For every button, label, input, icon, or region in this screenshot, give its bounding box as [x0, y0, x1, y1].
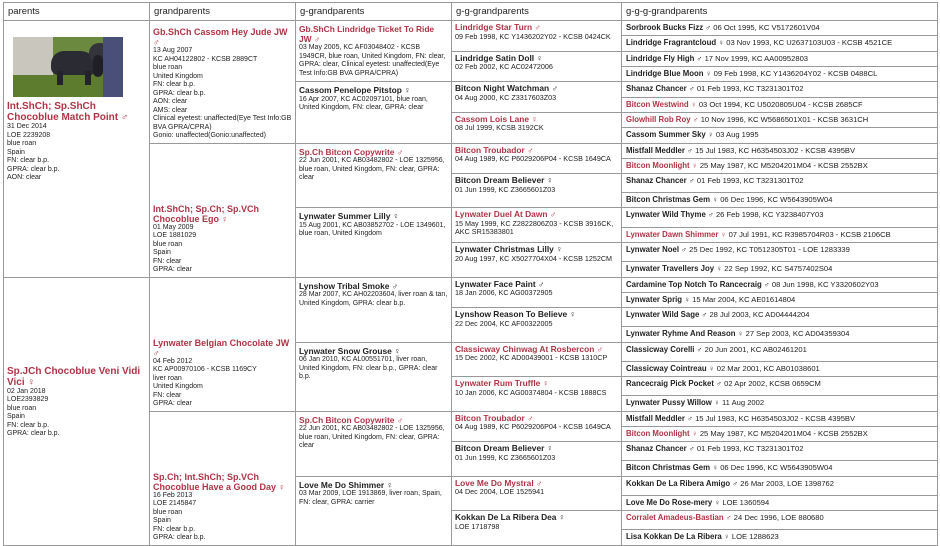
dog-details: 22 Dec 2004, KC AF00322005: [455, 318, 553, 328]
g-g-grandparent-cell: [452, 243, 622, 277]
dog-details: LOE 1718798: [455, 521, 500, 531]
g-g-g-grandparent-name[interactable]: Lynwater Dawn Shimmer ♀: [626, 229, 727, 239]
dog-details: 15 May 1999, KC Z2822806Z03 - KCSB 3916CK, AKC SR15383801: [455, 218, 614, 237]
g-g-g-grandparent-name[interactable]: Bitcon Moonlight ♀: [626, 160, 698, 170]
dog-details: 03 May 2005, KC AF03048402 - KCSB 1949CR, blue roan, United Kingdom, FN: clear, GPRA: clear, Clinical eyetest: unaffected(Eye Test Info:GB BVA GPRA/CPRA): [299, 44, 446, 77]
g-g-g-grandparent-cell: [622, 411, 938, 426]
g-g-g-grandparent-name[interactable]: Rancecraig Pick Pocket ♂: [626, 379, 722, 389]
g-g-g-grandparent-details: 24 Dec 1996, LOE 880680: [733, 513, 824, 523]
g-grandparent-name[interactable]: Gb.ShCh Lindridge Ticket To Ride JW ♂: [299, 24, 435, 44]
g-g-g-grandparent-details: LOE 1288623: [731, 532, 779, 542]
dog-details: 01 May 2009 LOE 1881029 blue roan Spain FN: clear GPRA: clear: [153, 223, 197, 273]
parent-name[interactable]: Int.ShCh; Sp.ShCh Chocoblue Match Point ♂: [7, 101, 129, 123]
parent-name[interactable]: Sp.JCh Chocoblue Veni Vidi Vici ♀: [7, 365, 141, 388]
g-g-g-grandparent-cell: [622, 128, 938, 143]
g-g-g-grandparent-details: 09 Feb 1998, KC Y1436204Y02 - KCSB 0488CL: [713, 68, 878, 78]
g-g-g-grandparent-details: 08 Jun 1998, KC Y3320602Y03: [771, 279, 879, 289]
g-g-g-grandparent-cell: [622, 262, 938, 277]
g-g-g-grandparent-details: 03 Aug 1995: [715, 130, 759, 140]
g-grandparent-name[interactable]: Lynwater Summer Lilly ♀: [299, 211, 399, 222]
g-grandparent-name[interactable]: Sp.Ch Bitcon Copywrite ♂: [299, 146, 403, 157]
g-g-grandparent-name[interactable]: Bitcon Night Watchman ♂: [455, 83, 558, 94]
g-g-g-grandparent-cell: [622, 97, 938, 112]
table-row: [4, 277, 938, 292]
g-g-g-grandparent-name[interactable]: Shanaz Chancer ♂: [626, 176, 695, 186]
header-parents: parents: [4, 3, 150, 21]
g-g-g-grandparent-details: 15 Jul 1983, KC H6354503J02 - KCSB 4395BV: [695, 145, 856, 155]
g-g-grandparent-cell: [452, 511, 622, 545]
g-g-g-grandparent-name[interactable]: Lynwater Travellers Joy ♀: [626, 264, 723, 274]
g-g-g-grandparent-name[interactable]: Cardamine Top Notch To Rancecraig ♂: [626, 279, 770, 289]
g-grandparent-cell: [296, 476, 452, 545]
grandparent-cell: [150, 21, 296, 144]
g-g-grandparent-name[interactable]: Lynshow Reason To Believe ♀: [455, 309, 576, 320]
grandparent-name[interactable]: Sp.Ch; Int.ShCh; Sp.VCh Chocoblue Have a Good Day ♀: [153, 471, 286, 492]
g-g-g-grandparent-details: 03 Oct 1994, KC U5020805U04 - KCSB 2685CF: [698, 99, 863, 109]
g-g-g-grandparent-cell: [622, 36, 938, 51]
g-g-g-grandparent-name[interactable]: Lindridge Fly High ♂: [626, 53, 703, 63]
g-g-grandparent-cell: [452, 442, 622, 476]
g-grandparent-name[interactable]: Lynwater Snow Grouse ♀: [299, 345, 401, 356]
parent-cell: [4, 21, 150, 278]
g-g-grandparent-cell: [452, 174, 622, 208]
g-g-grandparent-cell: [452, 277, 622, 308]
g-g-g-grandparent-name[interactable]: Lynwater Sprig ♀: [626, 294, 691, 304]
dog-details: 13 Aug 2007 KC AH04122802 - KCSB 2889CT blue roan United Kingdom FN: clear b.p. GPRA: clear b.p. AON: clear AMS: clear Clinical eyetest: unaffected(Eye Test Info:GB BVA GPRA/CPRA) Gonio: unaffected(Gonio:unaffected): [153, 47, 292, 139]
grandparent-cell: [150, 143, 296, 277]
g-g-grandparent-cell: [452, 342, 622, 376]
g-g-g-grandparent-name[interactable]: Love Me Do Rose-mery ♀: [626, 497, 721, 507]
g-g-g-grandparent-name[interactable]: Lynwater Ryhme And Reason ♀: [626, 329, 744, 339]
g-g-g-grandparent-cell: [622, 192, 938, 207]
g-g-g-grandparent-details: 25 May 1987, KC M5204201M04 - KCSB 2552BX: [699, 160, 868, 170]
g-g-g-grandparent-name[interactable]: Bitcon Moonlight ♀: [626, 428, 698, 438]
g-g-g-grandparent-name[interactable]: Lynwater Wild Thyme ♂: [626, 210, 714, 220]
g-g-grandparent-cell: [452, 411, 622, 442]
g-g-grandparent-cell: [452, 143, 622, 174]
g-g-g-grandparent-cell: [622, 495, 938, 510]
header-g-g-g-grandparents: g-g-g-grandparents: [622, 3, 938, 21]
pedigree-table: [3, 2, 938, 546]
g-g-grandparent-name[interactable]: Cassom Lois Lane ♀: [455, 113, 538, 124]
dog-details: 10 Jan 2006, KC AG00374804 - KCSB 1888CS: [455, 387, 607, 397]
dog-details: 04 Feb 2012 KC AP00970106 - KCSB 1169CY liver roan United Kingdom FN: clear GPRA: clear: [153, 357, 257, 407]
dog-details: 04 Aug 1989, KC P6029206P04 - KCSB 1649CA: [455, 154, 611, 163]
dog-details: 15 Dec 2002, KC AD00439001 - KCSB 1310CP: [455, 353, 608, 363]
dog-details: 01 Jun 1999, KC Z3665601Z03: [455, 452, 556, 462]
g-g-g-grandparent-details: 11 Aug 2002: [722, 398, 765, 408]
dog-details: 22 Jun 2001, KC AB03482802 - LOE 1325956, blue roan, United Kingdom, FN: clear, GPRA: clear: [299, 157, 445, 181]
g-g-g-grandparent-details: 02 Mar 2001, KC AB01038601: [716, 363, 820, 373]
dog-details: 18 Jan 2006, KC AG00372905: [455, 288, 553, 297]
dog-details: 04 Aug 2000, KC Z3317603Z03: [455, 92, 557, 102]
dog-details: 31 Dec 2014 LOE 2239208 blue roan Spain FN: clear b.p. GPRA: clear b.p. AON: clear: [7, 123, 60, 181]
g-g-g-grandparent-details: 02 Apr 2002, KCSB 0659CM: [724, 379, 821, 389]
g-g-g-grandparent-cell: [622, 342, 938, 361]
grandparent-cell: [150, 411, 296, 545]
g-g-grandparent-cell: [452, 112, 622, 143]
g-g-grandparent-name[interactable]: Classicway Chinwag At Rosbercon ♂: [455, 343, 603, 354]
g-g-g-grandparent-name[interactable]: Shanaz Chancer ♂: [626, 84, 695, 94]
g-g-g-grandparent-name[interactable]: Lindridge Fragrantcloud ♀: [626, 38, 725, 48]
g-g-g-grandparent-details: 06 Oct 1995, KC V5172601V04: [713, 23, 820, 32]
g-g-g-grandparent-cell: [622, 174, 938, 193]
g-g-g-grandparent-name[interactable]: Bitcon Christmas Gem ♀: [626, 463, 719, 473]
g-g-g-grandparent-name[interactable]: Classicway Corelli ♂: [626, 344, 703, 354]
g-g-grandparent-cell: [452, 308, 622, 342]
dog-details: 04 Dec 2004, LOE 1525941: [455, 487, 545, 497]
grandparent-name[interactable]: Gb.ShCh Cassom Hey Jude JW ♂: [153, 27, 288, 47]
g-g-g-grandparent-cell: [622, 51, 938, 66]
g-g-g-grandparent-cell: [622, 66, 938, 81]
g-g-grandparent-cell: [452, 51, 622, 82]
g-g-g-grandparent-cell: [622, 476, 938, 495]
header-g-grandparents: g-grandparents: [296, 3, 452, 21]
g-g-g-grandparent-details: 01 Feb 1993, KC T3231301T02: [696, 444, 804, 454]
g-g-g-grandparent-details: 03 Nov 1993, KC U2637103U03 - KCSB 4521CE: [726, 38, 893, 48]
dog-details: 15 Aug 2001, KC AB03852702 - LOE 1349601, blue roan, United Kingdom: [299, 221, 446, 238]
g-g-grandparent-name[interactable]: Lindridge Satin Doll ♀: [455, 52, 543, 63]
g-g-g-grandparent-cell: [622, 442, 938, 461]
g-g-g-grandparent-details: 06 Dec 1996, KC W5643905W04: [720, 463, 833, 473]
g-grandparent-name[interactable]: Sp.Ch Bitcon Copywrite ♂: [299, 414, 403, 425]
g-g-g-grandparent-details: 10 Nov 1996, KC W5686501X01 - KCSB 3631CH: [700, 114, 869, 124]
g-g-grandparent-cell: [452, 21, 622, 52]
g-g-g-grandparent-details: 01 Feb 1993, KC T3231301T02: [696, 176, 804, 186]
g-g-g-grandparent-name[interactable]: Bitcon Westwind ♀: [626, 99, 697, 109]
g-g-g-grandparent-details: 07 Jul 1991, KC R3985704R03 - KCSB 2106CB: [728, 229, 891, 239]
g-g-grandparent-cell: [452, 476, 622, 510]
g-g-g-grandparent-name[interactable]: Glowhill Rob Roy ♂: [626, 114, 699, 124]
g-g-g-grandparent-details: 01 Feb 1993, KC T3231301T02: [696, 84, 804, 94]
g-g-g-grandparent-name[interactable]: Corralet Amadeus-Bastian ♂: [626, 513, 732, 523]
header-grandparents: grandparents: [150, 3, 296, 21]
dog-details: 09 Feb 1998, KC Y1436202Y02 - KCSB 0424CK: [455, 31, 611, 41]
g-g-g-grandparent-name[interactable]: Lisa Kokkan De La Ribera ♀: [626, 532, 730, 542]
dog-details: 16 Apr 2007, KC AC02097101, blue roan, United Kingdom, FN: clear, GPRA: clear: [299, 95, 428, 112]
g-grandparent-cell: [296, 342, 452, 411]
g-g-g-grandparent-cell: [622, 292, 938, 307]
g-g-g-grandparent-name[interactable]: Kokkan De La Ribera Amigo ♂: [626, 478, 739, 488]
g-g-g-grandparent-cell: [622, 112, 938, 127]
g-g-g-grandparent-details: 15 Mar 2004, KC AE01614804: [692, 294, 796, 304]
g-grandparent-cell: [296, 82, 452, 143]
g-g-grandparent-name[interactable]: Lynwater Rum Truffle ♀: [455, 378, 549, 389]
g-g-grandparent-name[interactable]: Love Me Do Mystral ♂: [455, 477, 543, 488]
g-g-grandparent-name[interactable]: Kokkan De La Ribera Dea ♀: [455, 512, 566, 523]
g-g-grandparent-name[interactable]: Bitcon Troubador ♂: [455, 412, 534, 423]
g-g-g-grandparent-cell: [622, 243, 938, 262]
g-g-g-grandparent-cell: [622, 308, 938, 327]
g-g-g-grandparent-name[interactable]: Lynwater Noel ♂: [626, 245, 688, 255]
dog-details: 22 Jun 2001, KC AB03482802 - LOE 1325956, blue roan, United Kingdom, FN: clear, GPRA: clear: [299, 425, 445, 449]
dog-details: 04 Aug 1989, KC P6029206P04 - KCSB 1649CA: [455, 422, 611, 431]
g-g-g-grandparent-cell: [622, 82, 938, 97]
g-grandparent-cell: [296, 208, 452, 277]
g-g-g-grandparent-details: 26 Mar 2003, LOE 1398762: [740, 478, 835, 488]
dog-photo: [13, 37, 123, 97]
g-g-g-grandparent-details: 17 Nov 1999, KC AA00952803: [704, 53, 809, 63]
g-grandparent-cell: [296, 411, 452, 476]
dog-details: 28 Mar 2007, KC AH02203604, liver roan & tan, United Kingdom, GPRA: clear b.p.: [299, 291, 448, 307]
g-grandparent-name[interactable]: Lynshow Tribal Smoke ♂: [299, 280, 399, 291]
g-g-g-grandparent-details: 28 Jul 2003, KC AD04444204: [709, 310, 810, 320]
g-g-grandparent-name[interactable]: Lindridge Star Turn ♂: [455, 22, 541, 32]
g-g-g-grandparent-cell: [622, 143, 938, 158]
g-g-grandparent-cell: [452, 208, 622, 243]
dog-details: 03 Mar 2009, LOE 1913869, liver roan, Spain, FN: clear, GPRA: carrier: [299, 490, 442, 506]
grandparent-name[interactable]: Lynwater Belgian Chocolate JW ♂: [153, 337, 290, 358]
dog-details: 06 Jan 2010, KC AL00551701, liver roan, United Kingdom, FN: clear b.p., GPRA: clear b.p.: [299, 356, 438, 381]
g-g-g-grandparent-cell: [622, 208, 938, 227]
grandparent-cell: [150, 277, 296, 411]
g-g-g-grandparent-cell: [622, 361, 938, 376]
table-row: [4, 21, 938, 36]
g-g-g-grandparent-cell: [622, 21, 938, 36]
dog-details: 02 Jan 2018 LOE2393829 blue roan Spain FN: clear b.p. GPRA: clear b.p.: [7, 387, 60, 437]
g-grandparent-cell: [296, 277, 452, 342]
g-g-g-grandparent-name[interactable]: Mistfall Meddler ♂: [626, 413, 693, 423]
g-g-g-grandparent-details: 06 Dec 1996, KC W5643905W04: [720, 194, 833, 204]
g-g-grandparent-name[interactable]: Bitcon Dream Believer ♀: [455, 175, 553, 186]
g-grandparent-name[interactable]: Cassom Penelope Pitstop ♀: [299, 85, 411, 96]
g-g-grandparent-name[interactable]: Bitcon Dream Believer ♀: [455, 443, 553, 454]
g-g-g-grandparent-details: 26 Feb 1998, KC Y3238407Y03: [715, 210, 824, 220]
g-g-g-grandparent-details: 15 Jul 1983, KC H6354503J02 - KCSB 4395BV: [695, 413, 856, 423]
header-row: [4, 3, 938, 21]
dog-details: 02 Feb 2002, KC AC02472006: [455, 62, 553, 72]
g-grandparent-cell: [296, 21, 452, 82]
g-g-g-grandparent-details: 25 Dec 1992, KC T0512305T01 - LOE 1283339: [689, 245, 850, 255]
header-g-g-grandparents: g-g-grandparents: [452, 3, 622, 21]
g-g-g-grandparent-cell: [622, 277, 938, 292]
g-g-g-grandparent-cell: [622, 227, 938, 243]
g-grandparent-name[interactable]: Love Me Do Shimmer ♀: [299, 479, 393, 490]
g-g-grandparent-cell: [452, 377, 622, 411]
g-g-g-grandparent-name[interactable]: Shanaz Chancer ♂: [626, 444, 695, 454]
g-g-g-grandparent-cell: [622, 158, 938, 173]
g-g-g-grandparent-name[interactable]: Lynwater Pussy Willow ♀: [626, 398, 720, 408]
g-g-g-grandparent-cell: [622, 327, 938, 342]
g-g-g-grandparent-cell: [622, 377, 938, 396]
g-g-g-grandparent-details: LOE 1360594: [722, 497, 770, 507]
g-g-grandparent-name[interactable]: Lynwater Christmas Lilly ♀: [455, 244, 563, 255]
g-g-g-grandparent-name[interactable]: Mistfall Meddler ♂: [626, 145, 693, 155]
g-g-g-grandparent-details: 20 Jun 2001, KC AB02461201: [704, 344, 807, 354]
g-g-g-grandparent-name[interactable]: Sorbrook Bucks Fizz ♂: [626, 23, 712, 32]
g-g-grandparent-cell: [452, 82, 622, 113]
dog-details: 20 Aug 1997, KC X5027704X04 - KCSB 1252CM: [455, 253, 613, 263]
parent-cell: [4, 277, 150, 545]
g-g-grandparent-name[interactable]: Lynwater Duel At Dawn ♂: [455, 209, 557, 220]
dog-details: 16 Feb 2013 LOE 2145847 blue roan Spain FN: clear b.p. GPRA: clear b.p.: [153, 491, 206, 541]
dog-details: 01 Jun 1999, KC Z3665601Z03: [455, 184, 556, 194]
g-g-grandparent-name[interactable]: Bitcon Troubador ♂: [455, 144, 534, 155]
dog-details: 08 Jul 1999, KCSB 3192CK: [455, 123, 544, 133]
g-g-g-grandparent-name[interactable]: Bitcon Christmas Gem ♀: [626, 194, 719, 204]
g-g-g-grandparent-details: 22 Sep 1992, KC S4757402S04: [724, 264, 833, 274]
g-g-g-grandparent-cell: [622, 461, 938, 476]
g-g-g-grandparent-details: 27 Sep 2003, KC AD04359304: [745, 329, 850, 339]
g-g-grandparent-name[interactable]: Lynwater Face Paint ♂: [455, 278, 545, 289]
grandparent-name[interactable]: Int.ShCh; Sp.Ch; Sp.VCh Chocoblue Ego ♀: [153, 203, 259, 224]
g-g-g-grandparent-name[interactable]: Lynwater Wild Sage ♂: [626, 310, 708, 320]
g-g-g-grandparent-cell: [622, 511, 938, 530]
g-g-g-grandparent-cell: [622, 530, 938, 545]
g-g-g-grandparent-name[interactable]: Lindridge Blue Moon ♀: [626, 68, 712, 78]
g-g-g-grandparent-name[interactable]: Cassom Summer Sky ♀: [626, 130, 714, 140]
g-grandparent-cell: [296, 143, 452, 208]
g-g-g-grandparent-details: 25 May 1987, KC M5204201M04 - KCSB 2552BX: [699, 428, 868, 438]
g-g-g-grandparent-name[interactable]: Classicway Cointreau ♀: [626, 363, 715, 373]
g-g-g-grandparent-cell: [622, 396, 938, 411]
g-g-g-grandparent-cell: [622, 426, 938, 441]
